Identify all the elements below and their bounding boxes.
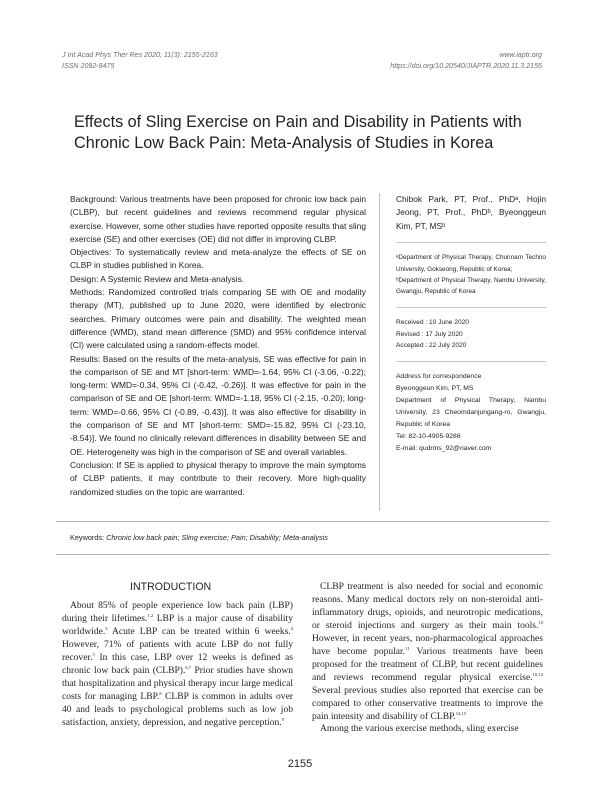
rule-bottom <box>56 554 550 555</box>
running-header-right <box>390 50 542 71</box>
abstract-background: Background: Various treatments have been proposed for chronic low back pain (CLBP), but recent guidelines and reviews recommend regular physical exercise. However, some other studies have reported opposite results that sling exercise (SE) and other exercises (OE) did not differ in improving CLBP. <box>70 194 366 244</box>
sentence: However, 71% of patients with acute LBP do not fully recover. <box>62 638 293 663</box>
received-date: Received : 10 June 2020 <box>396 318 469 326</box>
revised-date: Revised : 17 July 2020 <box>396 330 463 338</box>
sentence: In this case, LBP over 12 weeks is defined as chronic low back pain (CLBP). <box>62 651 293 676</box>
intro-paragraph-3: Among the various exercise methods, sling exercise <box>320 723 519 735</box>
journal-citation: J Int Acad Phys Ther Res 2020; 11(3): 2155-2163 <box>62 51 218 59</box>
citation-ref[interactable]: 1,2 <box>147 612 154 618</box>
abstract-methods: Methods: Randomized controlled trials comparing SE with OE and modality therapy (MT), published up to June 2020, were identified by electronic searches. Primary outcomes were pain and disability. The weighted mean difference (WMD), stand mean difference (SMD) and 95% confidence interval (CI) were calculated using a random-effects model. <box>70 287 366 351</box>
accepted-date: Accepted : 22 July 2020 <box>396 342 467 350</box>
sentence: Various treatments have been proposed for the treatment of CLBP, but recent guidelines and reviews recommend regular physical exercise. <box>312 645 543 683</box>
body-column-right <box>312 581 543 736</box>
correspondence-tel: Tel: 82-10-4905-9286 <box>396 432 461 440</box>
sentence: CLBP treatment is also needed for social and economic reasons. Many medical doctors rely on non-steroidal anti-inflammatory drugs, opioids, and neurotropic medications, or steroid injections and surgery as their main tools. <box>312 581 543 631</box>
sentence: However, in recent years, non-pharmacological approaches have become popular. <box>312 632 543 657</box>
citation-ref[interactable]: 10,12 <box>532 671 543 677</box>
abstract-conclusion: Conclusion: If SE is applied to physical therapy to improve the main symptoms of CLBP patients, it may contribute to their recovery. More high-quality randomized studies on the topic are warranted. <box>70 459 366 497</box>
citation-ref[interactable]: 4 <box>290 625 293 631</box>
intro-paragraph-2 <box>312 581 543 723</box>
rule-top <box>56 521 550 522</box>
citation-ref[interactable]: 10 <box>538 619 543 625</box>
issn: ISSN 2092-8475 <box>62 61 115 70</box>
citation-ref[interactable]: 5 <box>92 651 95 657</box>
sentence: LBP is a major cause of disability worldwide. <box>62 612 293 637</box>
correspondence-address: Department of Physical Therapy, Nambu University, 23 Cheomdanjungang-ro, Gwangju, Republic of Korea <box>396 396 546 428</box>
citation-ref[interactable]: 14,15 <box>455 710 467 716</box>
abstract-objectives: Objectives: To systematically review and meta-analyze the effects of SE on CLBP in studies published in Korea. <box>70 247 366 271</box>
doi: https://doi.org/10.20540/JIAPTR.2020.11.3.2155 <box>390 61 542 70</box>
citation-ref[interactable]: 9 <box>281 716 284 722</box>
keywords-values: Chronic low back pain; Sling exercise; Pain; Disability; Meta-analysis <box>106 533 328 542</box>
citation-ref[interactable]: 8 <box>159 690 162 696</box>
divider <box>396 307 546 308</box>
abstract-design: Design: A Systemic Review and Meta-analysis. <box>70 273 245 284</box>
body-column-left <box>62 600 293 730</box>
sentence: Several previous studies also reported that exercise can be compared to other conservative treatments to improve the pain intensity and disability of CLBP. <box>312 684 543 722</box>
affiliation-a: ᵃDepartment of Physical Therapy, Chunnam Techno University, Gokseong, Republic of Korea; <box>396 254 546 273</box>
correspondence-name: Byeonggeun Kim, PT, MS <box>396 384 474 392</box>
sentence: About 85% of people experience low back pain (LBP) during their lifetimes. <box>62 600 293 624</box>
section-heading-introduction: INTRODUCTION <box>130 581 212 593</box>
citation-ref[interactable]: 6,7 <box>185 664 192 670</box>
abstract-results: Results: Based on the results of the meta-analysis, SE was effective for pain in the comparison of SE and MT [short-term: WMD=-1.64, 95% CI (-3.06, -0.22); long-term: WMD=-0.34, 95% CI (-0.42, -0.26)]. It was effective for pain in the comparison of SE and OE [short-term: WMD=-1.18, 95% CI (-2.15, -0.20); long-term: WMD=-0.66, 95% CI (-0.89, -0.43)]. It was also effective for disability in the comparison of SE and MT [short-term: SMD=-15.82, 95% CI (-23.10, -8.54)]. We found no clinically relevant differences in disability between SE and OE. Heterogeneity was high in the comparison of SE and overall variables. <box>70 353 366 457</box>
article-title: Effects of Sling Exercise on Pain and Disability in Patients with Chronic Low Back Pain: Meta-Analysis of Studies in Korea <box>74 113 522 152</box>
intro-paragraph-1 <box>62 600 293 730</box>
sentence: Prior studies have shown that hospitalization and physical therapy incur large medical costs for managing LBP. <box>62 664 293 702</box>
journal-website: www.iaptr.org <box>499 51 542 59</box>
citation-ref[interactable]: 3 <box>105 625 108 631</box>
author-list: Chibok Park, PT, Prof., PhDᵃ, Hojin Jeong, PT, Prof., PhDᵇ, Byeonggeun Kim, PT, MSᵇ <box>396 194 546 231</box>
correspondence <box>396 371 546 455</box>
affiliations <box>396 252 546 298</box>
article-dates <box>396 317 546 352</box>
article-sidebar <box>396 193 546 455</box>
correspondence-email: E-mail: qudrms_92@naver.com <box>396 444 492 452</box>
running-header-left <box>62 50 218 71</box>
correspondence-heading: Address for correspondence <box>396 372 482 380</box>
abstract <box>70 193 366 499</box>
affiliation-b: ᵇDepartment of Physical Therapy, Nambu University, Gwangju, Republic of Korea <box>396 277 546 296</box>
keywords-label: Keywords: <box>70 533 105 542</box>
divider <box>396 242 546 243</box>
sentence: Acute LBP can be treated within 6 weeks. <box>107 625 291 637</box>
sentence: CLBP is common in adults over 40 and leads to psychological problems such as low job satisfaction, anxiety, depression, and negative perception. <box>62 690 293 728</box>
divider <box>396 361 546 362</box>
keywords <box>70 533 328 542</box>
column-divider <box>379 193 380 511</box>
page-number: 2155 <box>287 758 313 770</box>
citation-ref[interactable]: 11 <box>405 645 410 651</box>
